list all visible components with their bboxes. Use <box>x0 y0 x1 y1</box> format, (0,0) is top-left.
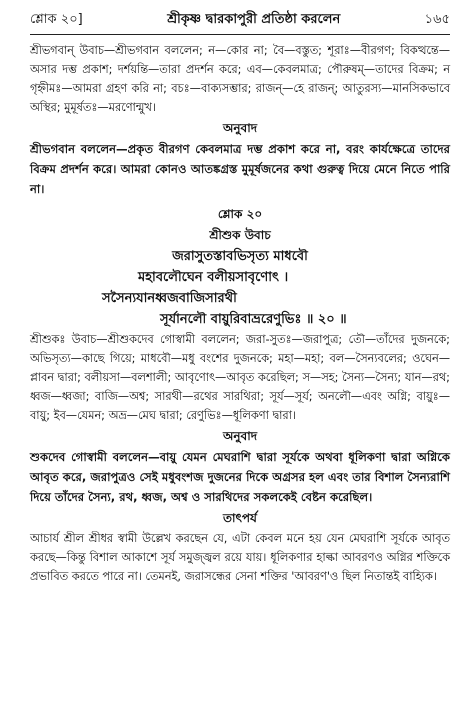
translation-heading: অনুবাদ <box>222 429 258 443</box>
verse-heading: শ্লোক ২০ <box>217 207 263 221</box>
translation-heading: অনুবাদ <box>222 121 258 135</box>
purport-paragraph: আচার্য শ্রীল শ্রীধর স্বামী উল্লেখ করছেন যে, এটা কেবল মনে হয় যেন মেঘরাশি সূর্যকে আবৃত করছে—কিন্তু বিশাল আকাশে সূর্য সমুজ্জ্বল রয়ে যায়। ধূলিকণার হাল্কা আবরণও অগ্নির শক্তিকে প্রভাবিত করতে পারে না। তেমনই, জরাসন্ধের সেনা শক্তির 'আবরণ'ও ছিল নিতান্তই বাহ্যিক। <box>30 532 450 583</box>
synonyms-paragraph: শ্রীশুকঃ উবাচ—শ্রীশুকদেব গোস্বামী বললেন; জরা-সুতঃ—জরাপুত্র; তৌ—তাঁদের দুজনকে; অভিসৃত্য—কাছে গিয়ে; মাধবৌ—মধু বংশের দুজনকে; মহা—মহা; বল—সৈন্যবলের; ওঘেন—প্লাবন দ্বারা; বলীয়সা—বলশালী; আবৃণোৎ—আবৃত করেছিল; স—সহ; সৈন্য—সৈন্য; যান—রথ; ধ্বজ—ধ্বজা; বাজি—অশ্ব; সারথী—রথের সারথিরা; সূর্য—সূর্য; অনলৌ—এবং অগ্নি; বায়ুঃ—বায়ু; ইব—যেমন; অভ্র—মেঘ দ্বারা; রেণুভিঃ—ধূলিকণা দ্বারা। <box>30 333 450 422</box>
verse-line: সসৈন্যযানধ্বজবাজিসারথী <box>102 291 237 306</box>
speaker-line: শ্রীশুক উবাচ <box>209 228 271 242</box>
verse-line: সূর্যানলৌ বায়ুরিবাভ্ররেণুভিঃ ॥ ২০ ॥ <box>160 312 347 327</box>
purport-heading: তাৎপর্য <box>223 511 257 525</box>
running-header <box>30 10 450 35</box>
book-page <box>30 10 450 586</box>
translation-paragraph: শ্রীভগবান বললেন—প্রকৃত বীরগণ কেবলমাত্র দম্ভ প্রকাশ করে না, বরং কার্যক্ষেত্রে তাদের বিক্রম প্রদর্শন করে। আমরা কোনও আতঙ্কগ্রস্ত মুমূর্ষজনের কথা গুরুত্ব দিয়ে মেনে নিতে পারি না। <box>30 142 450 196</box>
synonyms-paragraph: শ্রীভগবান্ উবাচ—শ্রীভগবান বললেন; ন—কোর না; বৈ—বস্তুত; শূরাঃ—বীরগণ; বিকত্থন্তে—অসার দম্ভ প্রকাশ; দর্শয়ন্তি—তারা প্রদর্শন করে; এব—কেবলমাত্র; পৌরুষম্—তাদের বিক্রম; ন গৃহ্নীমঃ—আমরা গ্রহণ করি না; বচঃ—বাক্যসম্ভার; রাজন্—হে রাজন্; আতুরস্য—মানসিকভাবে অস্থির; মুমূর্ষতঃ—মরণোন্মুখ। <box>30 44 450 114</box>
verse-reference: শ্লোক ২০] <box>30 12 83 27</box>
translation-paragraph: শুকদেব গোস্বামী বললেন—বায়ু যেমন মেঘরাশি দ্বারা সূর্যকে অথবা ধূলিকণা দ্বারা অগ্নিকে আবৃত করে, জরাপুত্রও সেই মধুবংশজ দুজনের দিকে অগ্রসর হল এবং তার বিশাল সৈন্যরাশি দিয়ে তাঁদের সৈন্য, রথ, ধ্বজ, অশ্ব ও সারথিদের সকলকেই বেষ্টন করেছিল। <box>30 450 450 504</box>
verse-line: জরাসুতস্তাবভিসৃত্য মাধবৌ <box>172 249 308 264</box>
verse-line: মহাবলৌঘেন বলীয়সাবৃণোৎ । <box>138 270 289 285</box>
page-number: ১৬৫ <box>424 12 450 27</box>
chapter-title: শ্রীকৃষ্ণ দ্বারকাপুরী প্রতিষ্ঠা করলেন <box>167 12 341 27</box>
